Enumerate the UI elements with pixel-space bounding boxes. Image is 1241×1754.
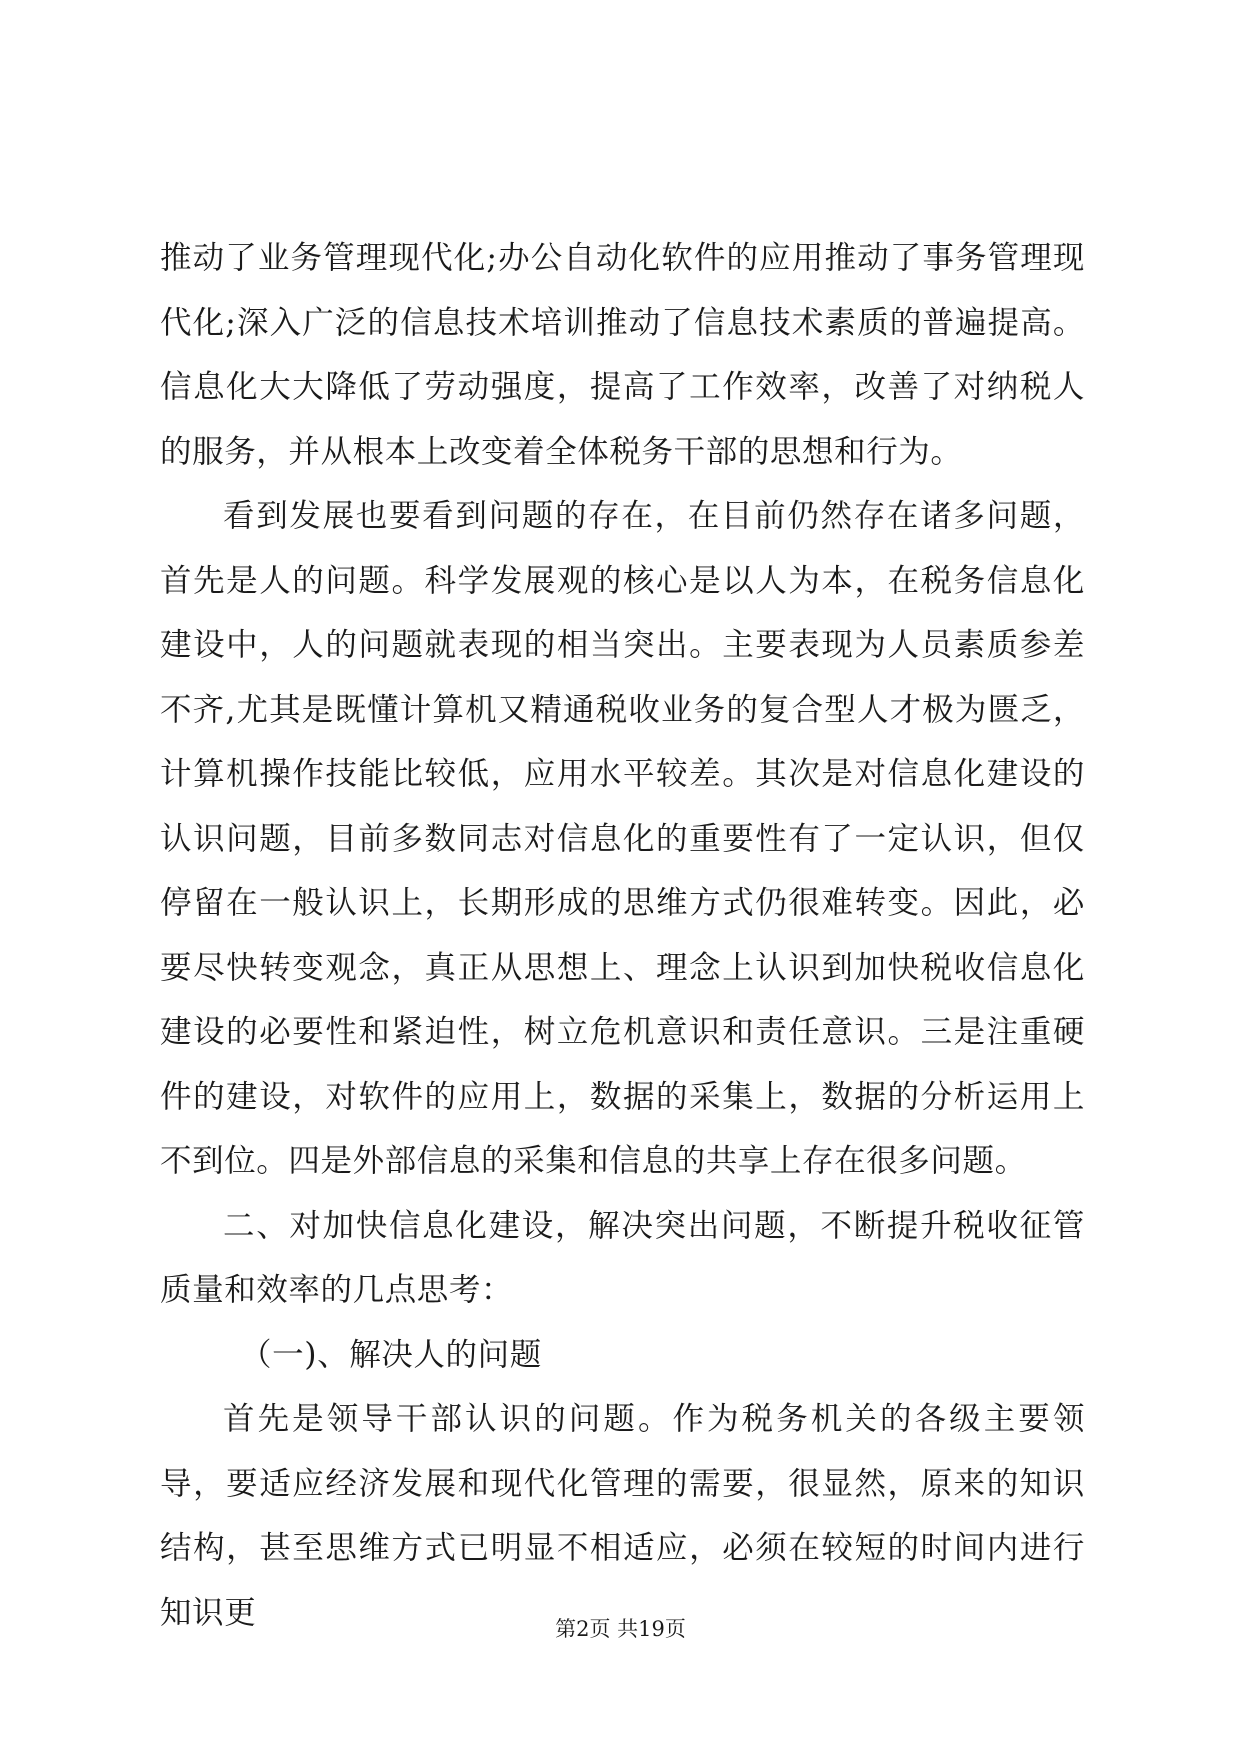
paragraph-5: 首先是领导干部认识的问题。作为税务机关的各级主要领导，要适应经济发展和现代化管理的需要，很显然，原来的知识结构，甚至思维方式已明显不相适应，必须在较短的时间内进行知识更 <box>160 1401 1085 1631</box>
paragraph-2: 看到发展也要看到问题的存在，在目前仍然存在诸多问题，首先是人的问题。科学发展观的核心是以人为本，在税务信息化建设中，人的问题就表现的相当突出。主要表现为人员素质参差不齐,尤其是既懂计算机又精通税收业务的复合型人才极为匮乏，计算机操作技能比较低，应用水平较差。其次是对信息化建设的认识问题，目前多数同志对信息化的重要性有了一定认识，但仅停留在一般认识上，长期形成的思维方式仍很难转变。因此，必要尽快转变观念，真正从思想上、理念上认识到加快税收信息化建设的必要性和紧迫性，树立危机意识和责任意识。三是注重硬件的建设，对软件的应用上，数据的采集上，数据的分析运用上不到位。四是外部信息的采集和信息的共享上存在很多问题。 <box>160 498 1085 1179</box>
section-heading-2: 二、对加快信息化建设，解决突出问题，不断提升税收征管质量和效率的几点思考： <box>160 1207 1085 1308</box>
subsection-heading-1: （一)、解决人的问题 <box>240 1336 542 1373</box>
paragraph-1: 推动了业务管理现代化;办公自动化软件的应用推动了事务管理现代化;深入广泛的信息技术培训推动了信息技术素质的普遍提高。信息化大大降低了劳动强度，提高了工作效率，改善了对纳税人的服务，并从根本上改变着全体税务干部的思想和行为。 <box>160 240 1085 470</box>
document-body <box>160 226 1085 1645</box>
page-footer: 第2页 共19页 <box>555 1617 686 1641</box>
